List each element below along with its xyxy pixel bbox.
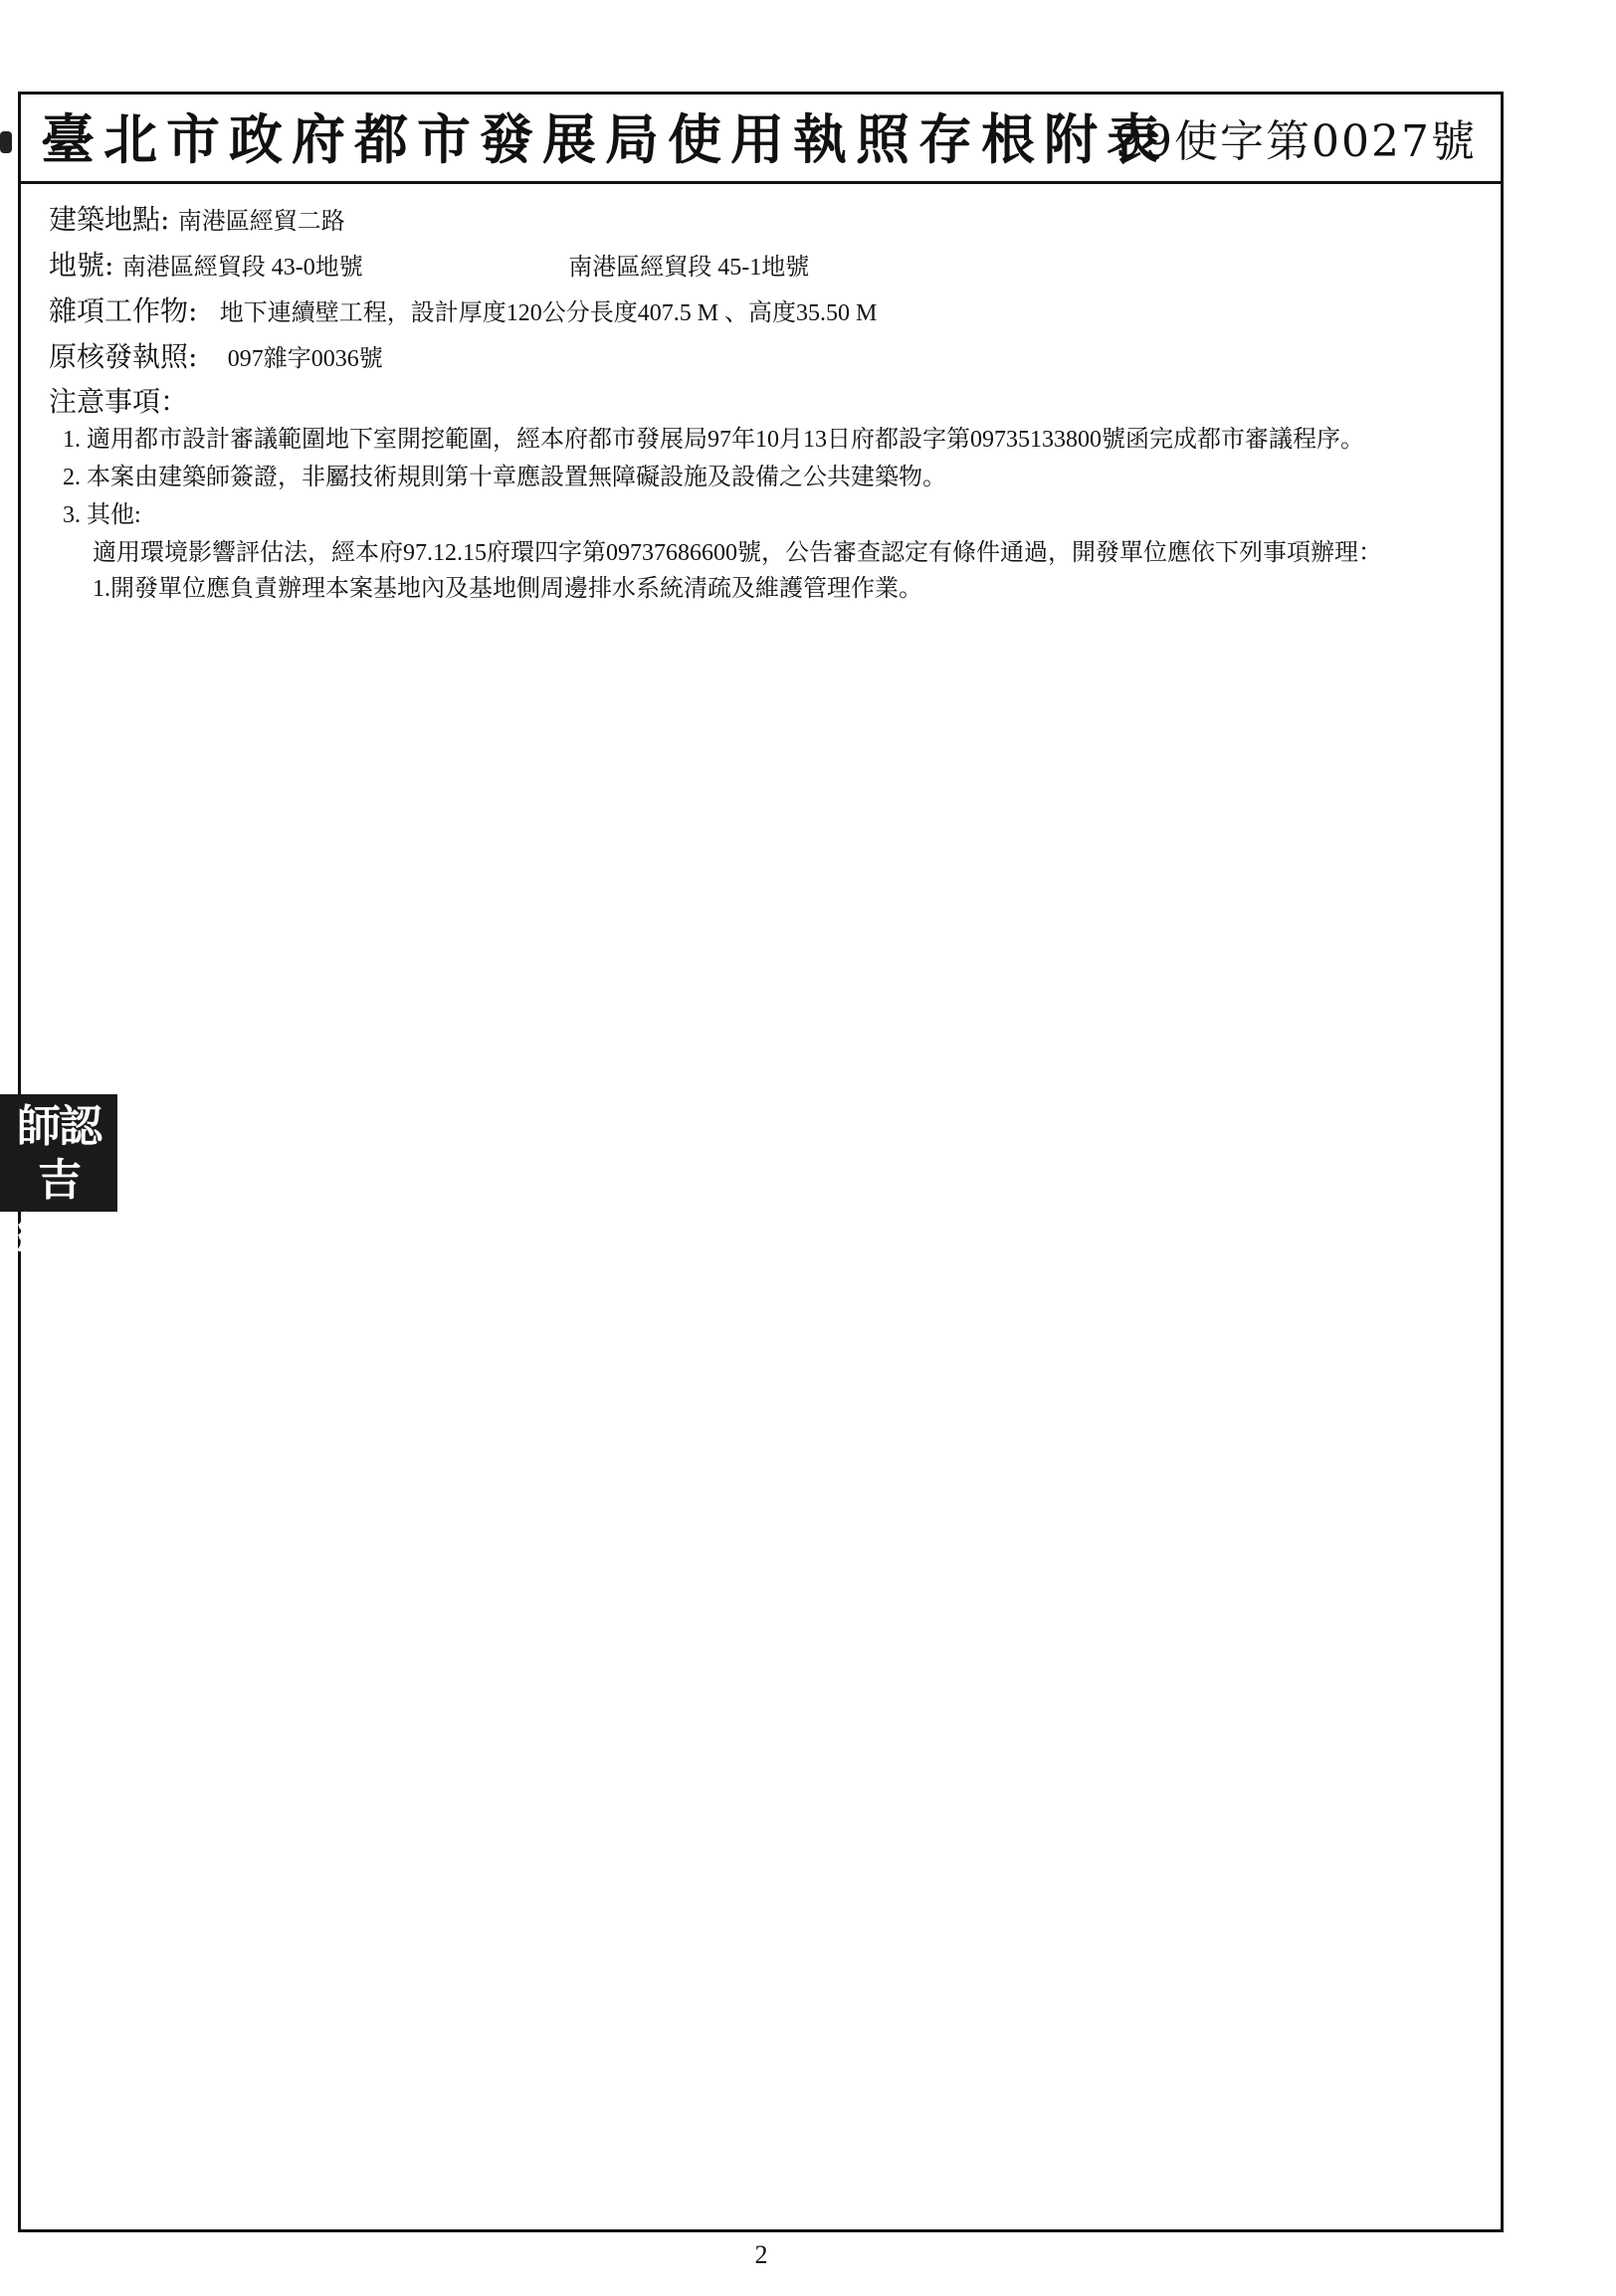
note-item-3-detail: 適用環境影響評估法，經本府97.12.15府環四字第09737686600號，公告審查認定有條件通過，開發單位應依下列事項辦理： xyxy=(93,540,1382,566)
original-permit-label: 原核發執照: xyxy=(49,340,198,373)
note-item-3-sub-1: 1.開發單位應負責辦理本案基地內及基地側周邊排水系統清疏及維護管理作業。 xyxy=(93,576,922,602)
works-value: 地下連續壁工程，設計厚度120公分長度407.5 M 、高度35.50 M xyxy=(219,300,878,326)
lot-value-2: 南港區經貿段 45-1地號 xyxy=(568,255,810,281)
document-body xyxy=(49,202,1482,610)
location-row xyxy=(49,202,1482,240)
document-frame xyxy=(18,92,1504,2232)
seal-row-1: 師認吉 xyxy=(17,1101,101,1206)
original-permit-row xyxy=(49,339,1482,377)
lot-label: 地號: xyxy=(49,249,114,282)
location-value: 南港區經貿二路 xyxy=(177,209,345,235)
notes-heading: 注意事項： xyxy=(49,385,189,418)
lot-value-1: 南港區經貿段 43-0地號 xyxy=(121,255,363,281)
original-permit-value: 097雜字0036號 xyxy=(227,346,383,372)
seal-row-2: 繩止騫 xyxy=(17,1209,101,1313)
location-label: 建築地點: xyxy=(49,203,170,236)
works-label: 雜項工作物: xyxy=(49,294,198,327)
lot-row xyxy=(49,248,1482,286)
note-item-1: 1. 適用都市設計審議範圍地下室開挖範圍，經本府都市發展局97年10月13日府都設字第09735133800號函完成都市審議程序。 xyxy=(63,427,1364,453)
binding-hole-mark xyxy=(0,131,12,153)
document-header xyxy=(21,95,1501,184)
document-title: 臺北市政府都市發展局使用執照存根附表 xyxy=(41,107,1169,171)
page-number: 2 xyxy=(754,2240,768,2269)
note-item-2: 2. 本案由建築師簽證，非屬技術規則第十章應設置無障礙設施及設備之公共建築物。 xyxy=(63,465,946,490)
permit-number: 99使字第0027號 xyxy=(1114,116,1477,167)
official-seal-stamp xyxy=(0,1094,117,1313)
works-row xyxy=(49,293,1482,331)
note-item-3: 3. 其他: xyxy=(63,502,141,528)
